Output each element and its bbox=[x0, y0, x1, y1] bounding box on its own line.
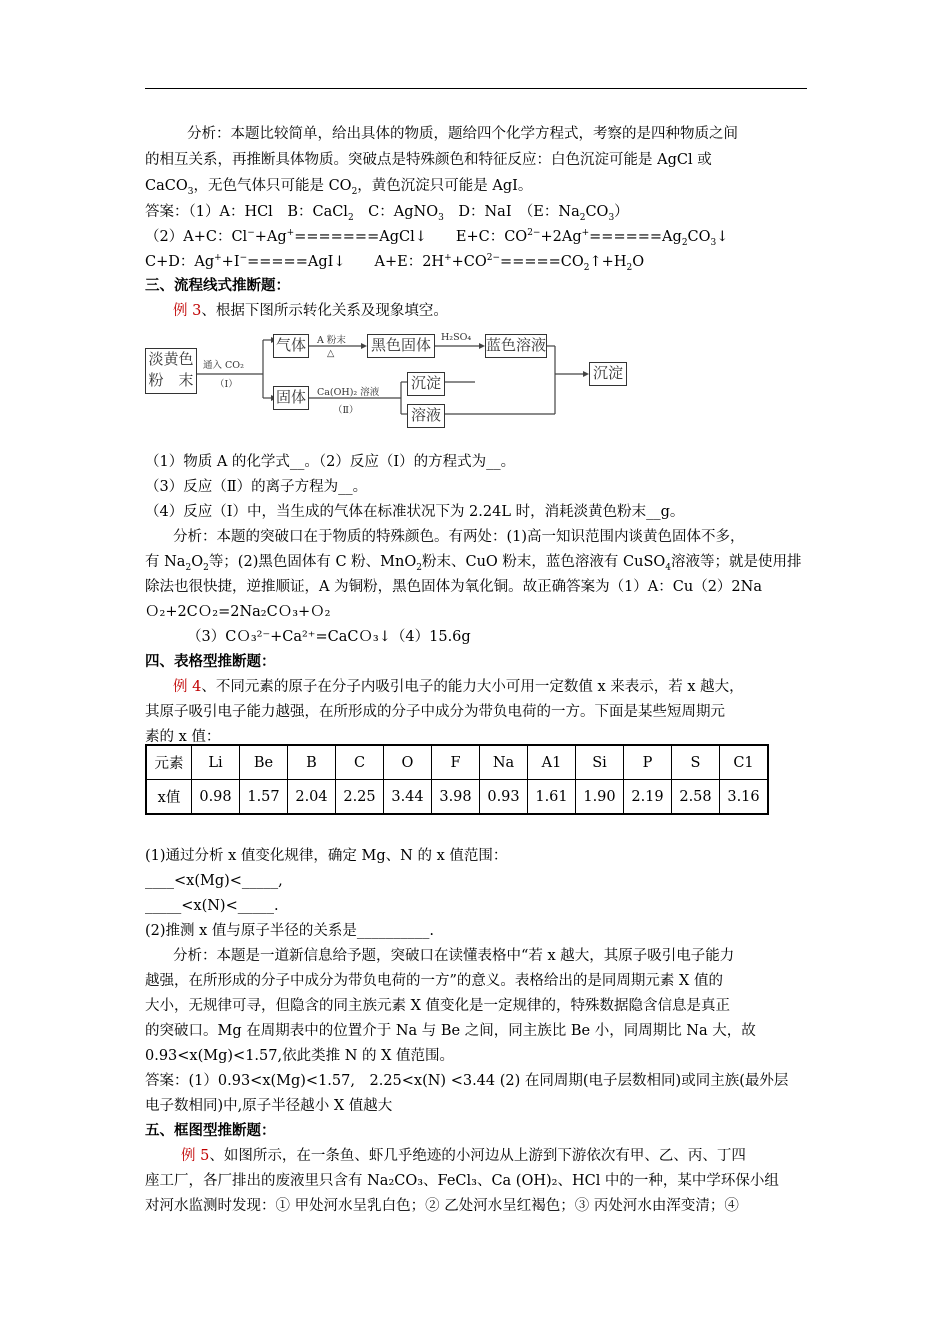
example-label: 例 5 bbox=[181, 1148, 210, 1164]
example-line: 例 5、如图所示，在一条鱼、虾几乎绝迹的小河边从上游到下游依次有甲、乙、丙、丁四 bbox=[181, 1148, 746, 1164]
value-cell: 3.44 bbox=[384, 780, 432, 815]
table-header-cell: 元素 bbox=[146, 745, 192, 780]
example-label: 例 4 bbox=[173, 679, 202, 695]
black-solid-box: 黑色固体 bbox=[367, 334, 435, 358]
analysis-line: 分析：本题的突破口在于物质的特殊颜色。有两处：(1)高一知识范围内谈黄色固体不多， bbox=[173, 529, 745, 545]
arrow-label: A 粉末 bbox=[317, 335, 346, 346]
example-line: 例 3、根据下图所示转化关系及现象填空。 bbox=[173, 303, 448, 319]
analysis-line: （3）CＯ₃²⁻+Ca²⁺=CaCＯ₃↓（4）15.6g bbox=[187, 629, 471, 645]
analysis-line: 分析：本题是一道新信息给予题，突破口在读懂表格中“若 x 越大，其原子吸引电子能力 bbox=[173, 948, 735, 964]
element-cell: Si bbox=[576, 745, 624, 780]
arrow-label: 通入 CO₂ bbox=[203, 360, 244, 371]
value-cell: 1.57 bbox=[240, 780, 288, 815]
header-rule bbox=[145, 88, 807, 89]
element-cell: P bbox=[624, 745, 672, 780]
table-row bbox=[146, 780, 768, 815]
value-cell: 0.93 bbox=[480, 780, 528, 815]
blue-solution-box: 蓝色溶液 bbox=[485, 334, 547, 358]
value-cell: 1.90 bbox=[576, 780, 624, 815]
value-cell: 2.19 bbox=[624, 780, 672, 815]
analysis-line: 越强，在所形成的分子中成分为带负电荷的一方”的意义。表格给出的是同周期元素 X 值的 bbox=[145, 973, 723, 989]
element-cell: C1 bbox=[720, 745, 769, 780]
paragraph-line: 对河水监测时发现：① 甲处河水呈乳白色；② 乙处河水呈红褐色；③ 丙处河水由浑变清；④ bbox=[145, 1198, 739, 1214]
solid-box: 固体 bbox=[273, 386, 309, 410]
element-cell: Be bbox=[240, 745, 288, 780]
paragraph-line: 其原子吸引电子能力越强，在所形成的分子中成分为带负电荷的一方。下面是某些短周期元 bbox=[145, 704, 725, 720]
start-box: 淡黄色 粉 末 bbox=[145, 348, 197, 394]
value-cell: 0.98 bbox=[192, 780, 240, 815]
flow-diagram bbox=[145, 330, 645, 430]
analysis-line: CaCO$_3$，无色气体只可能是 $CO_2$，黄色沉淀只可能是 AgI。 bbox=[145, 178, 533, 197]
element-cell: O bbox=[384, 745, 432, 780]
value-cell: 3.16 bbox=[720, 780, 769, 815]
question-line: _____<x(N)<_____. bbox=[145, 898, 279, 914]
section-heading: 四、表格型推断题： bbox=[145, 653, 276, 670]
answer-line: 答案：（1）A：HCl B：CaCl$_2$ C：AgNO$_3$ D：NaI （E：$Na_2CO_3$） bbox=[145, 204, 629, 223]
analysis-line: 0.93<x(Mg)<1.57,依此类推 N 的 X 值范围。 bbox=[145, 1048, 455, 1064]
equation-line: C+D：Ag++I−=====AgI↓ A+E：$2H^++CO^{2-}=====CO_2↑+H_2O$ bbox=[145, 253, 645, 273]
x-value-table bbox=[145, 744, 769, 815]
element-cell: Na bbox=[480, 745, 528, 780]
solution-box: 溶液 bbox=[407, 404, 445, 428]
analysis-line: 的相互关系，再推断具体物质。突破点是特殊颜色和特征反应：白色沉淀可能是 AgCl 或 bbox=[145, 152, 712, 168]
answer-line: 电子数相同)中,原子半径越小 X 值越大 bbox=[145, 1098, 393, 1114]
table-row bbox=[146, 745, 768, 780]
element-cell: A1 bbox=[528, 745, 576, 780]
value-cell: 2.04 bbox=[288, 780, 336, 815]
final-precipitate-box: 沉淀 bbox=[589, 362, 627, 386]
question-line: (2)推测 x 值与原子半径的关系是__________. bbox=[145, 923, 435, 939]
value-cell: 2.25 bbox=[336, 780, 384, 815]
example-line: 例 4、不同元素的原子在分子内吸引电子的能力大小可用一定数值 x 来表示，若 x 越大， bbox=[173, 679, 744, 695]
analysis-line: Ｏ₂+2CＯ₂=2Na₂CＯ₃+Ｏ₂ bbox=[145, 604, 331, 620]
question-line: （1）物质 A 的化学式__。（2）反应（I）的方程式为__。 bbox=[145, 454, 516, 470]
analysis-line: 大小，无规律可寻，但隐含的同主族元素 X 值变化是一定规律的，特殊数据隐含信息是真正 bbox=[145, 998, 731, 1014]
question-line: (1)通过分析 x 值变化规律，确定 Mg、N 的 x 值范围： bbox=[145, 848, 508, 864]
element-cell: S bbox=[672, 745, 720, 780]
precipitate-box: 沉淀 bbox=[407, 372, 445, 396]
analysis-line: 有 $Na_2O_2$等；(2)黑色固体有 C 粉、MnO$_2$粉末、CuO 粉末，蓝色溶液有 CuSO$_4$溶液等；就是使用排 bbox=[145, 554, 802, 573]
question-line: （3）反应（Ⅱ）的离子方程为__。 bbox=[145, 479, 368, 495]
element-cell: F bbox=[432, 745, 480, 780]
analysis-line: 的突破口。Mg 在周期表中的位置介于 Na 与 Be 之间，同主族比 Be 小，同周期比 Na 大，故 bbox=[145, 1023, 756, 1039]
value-cell: 1.61 bbox=[528, 780, 576, 815]
table-header-cell: x值 bbox=[146, 780, 192, 815]
element-cell: Li bbox=[192, 745, 240, 780]
value-cell: 3.98 bbox=[432, 780, 480, 815]
section-heading: 三、流程线式推断题： bbox=[145, 277, 290, 294]
analysis-line: 分析：本题比较简单，给出具体的物质，题给四个化学方程式，考察的是四种物质之间 bbox=[187, 126, 738, 142]
answer-line: 答案：(1）0.93<x(Mg)<1.57, 2.25<x(N) <3.44 (2) 在同周期(电子层数相同)或同主族(最外层 bbox=[145, 1073, 789, 1089]
example-label: 例 3 bbox=[173, 303, 202, 319]
paragraph-line: 座工厂，各厂排出的废液里只含有 Na₂CO₃、FeCl₃、Ca (OH)₂、HCl 中的一种，某中学环保小组 bbox=[145, 1173, 779, 1189]
value-cell: 2.58 bbox=[672, 780, 720, 815]
arrow-sublabel: （Ⅰ） bbox=[215, 379, 238, 390]
arrow-sublabel: （Ⅱ） bbox=[333, 405, 359, 416]
arrow-label: H₂SO₄ bbox=[441, 332, 472, 343]
question-line: ____<x(Mg)<_____, bbox=[145, 873, 283, 889]
arrow-label: Ca(OH)₂ 溶液 bbox=[317, 387, 380, 398]
arrow-sublabel: △ bbox=[327, 348, 335, 359]
section-heading: 五、框图型推断题： bbox=[145, 1122, 276, 1139]
question-line: （4）反应（I）中，当生成的气体在标准状况下为 2.24L 时，消耗淡黄色粉末__g。 bbox=[145, 504, 685, 520]
analysis-line: 除法也很快捷，逆推顺证，A 为铜粉，黑色固体为氧化铜。故正确答案为（1）A：Cu（2）2Na bbox=[145, 579, 762, 595]
gas-box: 气体 bbox=[273, 334, 309, 358]
paragraph-line: 素的 x 值： bbox=[145, 729, 221, 745]
element-cell: C bbox=[336, 745, 384, 780]
element-cell: B bbox=[288, 745, 336, 780]
equation-line: （2）A+C：Cl−+Ag+=======AgCl↓ E+C：$CO^{2-}+2Ag^+======Ag_2CO_3↓$ bbox=[145, 228, 729, 248]
